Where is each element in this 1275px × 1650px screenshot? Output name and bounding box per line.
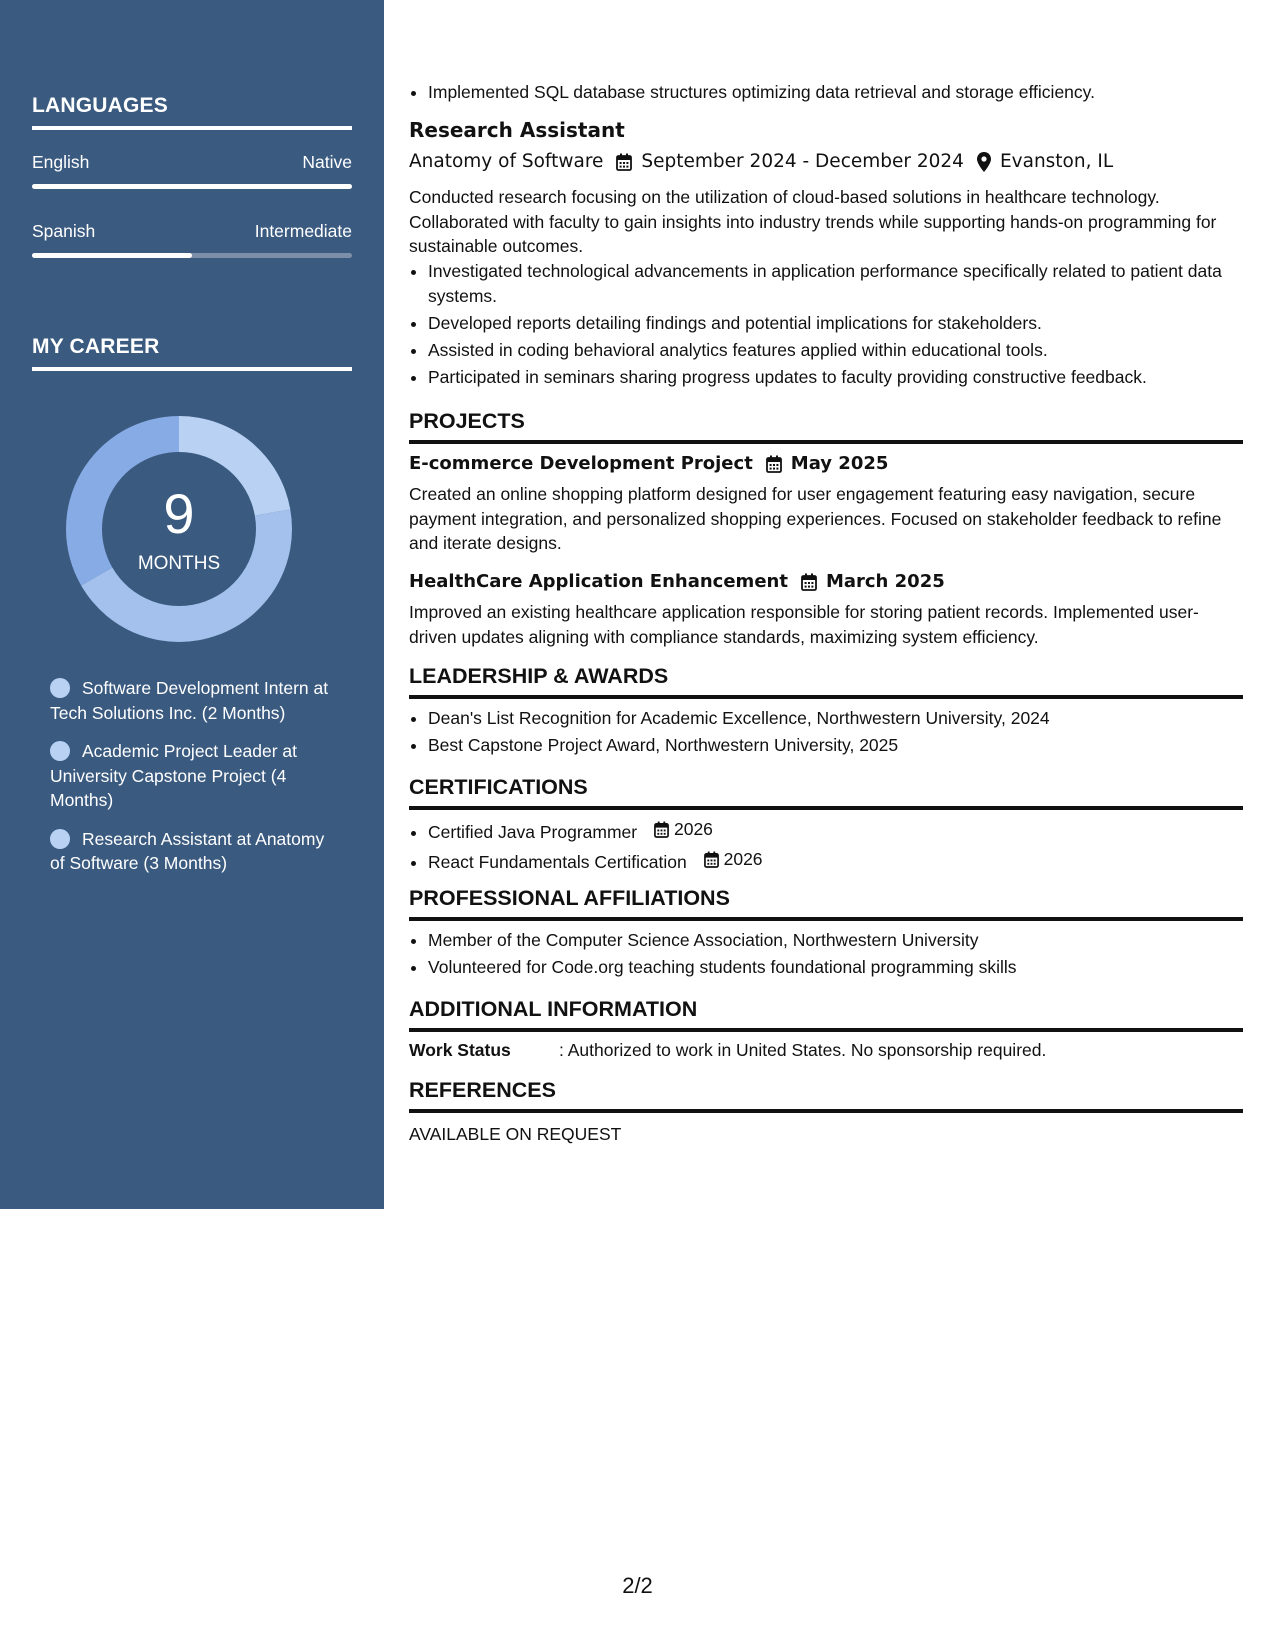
page-number: 2/2 [622,1573,653,1598]
language-row-spanish [32,221,352,242]
career-item [50,676,340,725]
job-dates: September 2024 - December 2024 [641,151,964,172]
career-item [50,827,340,876]
language-row-english [32,152,352,173]
project-title [409,571,1243,592]
language-name: Spanish [32,221,96,241]
additional-info-heading: ADDITIONAL INFORMATION [409,997,1243,1032]
references-text: AVAILABLE ON REQUEST [409,1124,622,1144]
affiliations-heading: PROFESSIONAL AFFILIATIONS [409,886,1243,921]
awards-heading: LEADERSHIP & AWARDS [409,664,1243,699]
job-summary: Conducted research focusing on the utilization of cloud-based solutions in healthcare technology. Collaborated with faculty to gain insights into industry trends while supporting hands-on programming for sustainable outcomes. [409,187,1217,256]
job-meta [409,151,1243,172]
list-item: • Volunteered for Code.org teaching students foundational programming skills [428,955,1262,980]
job-location: Evanston, IL [999,151,1114,172]
job-bullets [409,259,1262,392]
projects-heading: PROJECTS [409,409,1243,444]
work-status-row [409,1040,1243,1061]
languages-heading: LANGUAGES [32,94,352,130]
list-item: • Implemented SQL database structures optimizing data retrieval and storage efficiency. [428,80,1262,105]
career-item-label: Research Assistant at Anatomy of Software (3 Months) [50,828,325,873]
calendar-icon [616,153,632,171]
experience-carry-list [409,80,1262,107]
list-item: • Assisted in coding behavioral analytics features applied within educational tools. [428,338,1262,363]
career-dot-icon [50,741,70,761]
certification-name: Certified Java Programmer [428,821,638,842]
list-item [428,817,1262,844]
location-pin-icon [977,152,991,172]
certification-name: React Fundamentals Certification [428,851,687,872]
certifications-list [409,817,1262,877]
calendar-icon [766,455,782,473]
calendar-icon [654,821,669,838]
certification-year: 2026 [673,819,713,839]
list-item: • Member of the Computer Science Association, Northwestern University [428,928,1262,953]
list-item: • Developed reports detailing findings and potential implications for stakeholders. [428,311,1262,336]
list-item: • Dean's List Recognition for Academic Excellence, Northwestern University, 2024 [428,706,1262,731]
list-item: • Best Capstone Project Award, Northwestern University, 2025 [428,733,1262,758]
career-item-label: Software Development Intern at Tech Solutions Inc. (2 Months) [50,678,329,723]
career-donut-segment [179,416,290,516]
calendar-icon [801,573,817,591]
career-legend [50,676,340,890]
work-status-value: : Authorized to work in United States. No sponsorship required. [559,1040,1047,1060]
language-bar-fill [32,253,192,258]
language-bar-english [32,184,352,189]
career-dot-icon [50,678,70,698]
references-heading: REFERENCES [409,1078,1243,1113]
job-title: Research Assistant [409,118,625,142]
language-level: Native [302,152,352,172]
project-title [409,453,1243,474]
certifications-heading: CERTIFICATIONS [409,775,1243,810]
language-bar-fill [32,184,352,189]
project-date: March 2025 [825,571,945,592]
language-bar-spanish [32,253,352,258]
awards-list [409,706,1262,760]
sidebar [0,0,384,1209]
list-item: • Participated in seminars sharing progress updates to faculty providing constructive feedback. [428,365,1262,390]
list-item [428,847,1262,874]
project-name: HealthCare Application Enhancement [409,571,788,592]
affiliations-list [409,928,1262,982]
project-name: E-commerce Development Project [409,453,753,474]
work-status-label: Work Status [409,1040,511,1060]
career-item [50,739,340,813]
calendar-icon [704,851,719,868]
language-name: English [32,152,90,172]
project-description: Improved an existing healthcare application responsible for storing patient records. Implemented user-driven updates aligning with compliance standards, maximizing system efficiency. [409,602,1199,647]
career-total-months: 9 [163,482,195,545]
certification-year: 2026 [723,848,763,869]
list-item: • Investigated technological advancements in application performance specifically related to patient data systems. [428,259,1262,308]
career-dot-icon [50,829,70,849]
project-date: May 2025 [790,453,889,474]
career-total-unit: MONTHS [137,553,221,574]
language-level: Intermediate [254,221,352,241]
project-description: Created an online shopping platform designed for user engagement featuring easy navigation, secure payment integration, and personalized shopping experiences. Focused on stakeholder feedback to refine and iterate designs. [409,484,1222,553]
career-donut-chart [66,416,292,642]
career-heading: MY CAREER [32,335,352,371]
career-item-label: Academic Project Leader at University Capstone Project (4 Months) [50,741,297,810]
job-company: Anatomy of Software [409,151,604,172]
